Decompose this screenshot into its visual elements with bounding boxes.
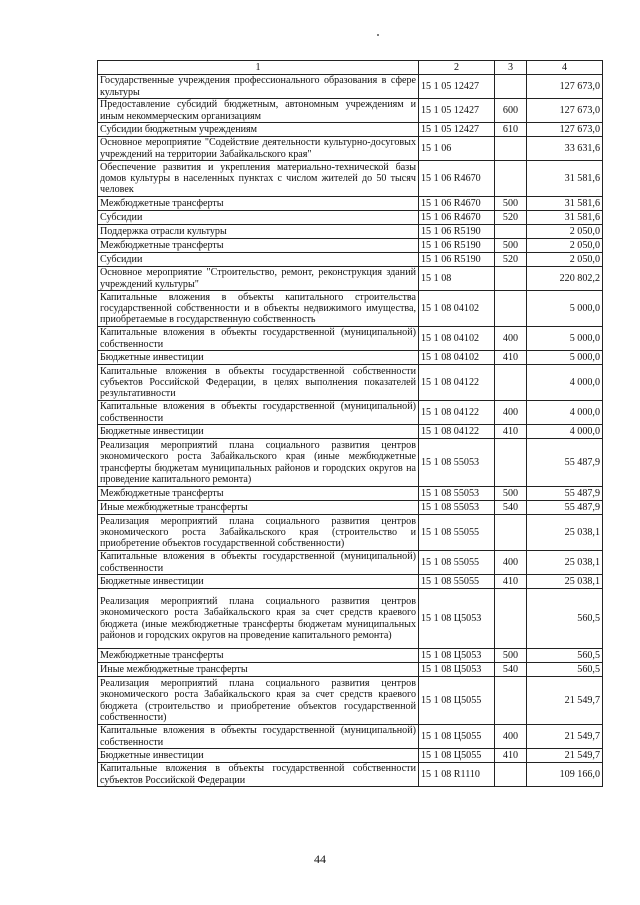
row-amount-cell: 31 581,6: [527, 197, 603, 211]
row-expense-type-cell: [495, 439, 527, 487]
row-code-cell: 15 1 08 55055: [419, 575, 495, 589]
table-row: [98, 239, 603, 253]
row-amount-cell: 560,5: [527, 589, 603, 649]
row-expense-type-cell: 500: [495, 649, 527, 663]
row-name-cell: Основное мероприятие "Содействие деятельности культурно-досуговых учреждений на территории Забайкальского края": [98, 137, 419, 161]
row-code-cell: 15 1 08 04102: [419, 291, 495, 327]
table-row: [98, 291, 603, 327]
row-amount-cell: 31 581,6: [527, 161, 603, 197]
row-code-cell: 15 1 05 12427: [419, 75, 495, 99]
table-row: [98, 749, 603, 763]
row-code-cell: 15 1 06 R4670: [419, 161, 495, 197]
table-row: [98, 589, 603, 649]
table-row: [98, 575, 603, 589]
table-row: [98, 267, 603, 291]
row-name-cell: Межбюджетные трансферты: [98, 239, 419, 253]
row-expense-type-cell: 610: [495, 123, 527, 137]
row-name-cell: Капитальные вложения в объекты государственной (муниципальной) собственности: [98, 401, 419, 425]
row-amount-cell: 2 050,0: [527, 253, 603, 267]
row-code-cell: 15 1 06 R4670: [419, 211, 495, 225]
row-amount-cell: 33 631,6: [527, 137, 603, 161]
row-name-cell: Бюджетные инвестиции: [98, 425, 419, 439]
row-amount-cell: 560,5: [527, 663, 603, 677]
row-name-cell: Поддержка отрасли культуры: [98, 225, 419, 239]
table-row: [98, 211, 603, 225]
row-expense-type-cell: 400: [495, 401, 527, 425]
row-amount-cell: 31 581,6: [527, 211, 603, 225]
scan-speck: [377, 34, 379, 36]
row-name-cell: Предоставление субсидий бюджетным, автономным учреждениям и иным некоммерческим организациям: [98, 99, 419, 123]
row-code-cell: 15 1 08 55055: [419, 551, 495, 575]
row-expense-type-cell: [495, 365, 527, 401]
table-row: [98, 99, 603, 123]
row-amount-cell: 127 673,0: [527, 99, 603, 123]
row-code-cell: 15 1 08 Ц5053: [419, 649, 495, 663]
row-expense-type-cell: 410: [495, 749, 527, 763]
column-header-1: 1: [98, 61, 419, 75]
table-row: [98, 253, 603, 267]
row-expense-type-cell: [495, 763, 527, 787]
row-amount-cell: 5 000,0: [527, 327, 603, 351]
row-expense-type-cell: 400: [495, 725, 527, 749]
row-expense-type-cell: 400: [495, 327, 527, 351]
row-amount-cell: 55 487,9: [527, 501, 603, 515]
row-expense-type-cell: 410: [495, 575, 527, 589]
row-expense-type-cell: 600: [495, 99, 527, 123]
row-amount-cell: 21 549,7: [527, 677, 603, 725]
table-row: [98, 663, 603, 677]
row-name-cell: Бюджетные инвестиции: [98, 351, 419, 365]
table-row: [98, 677, 603, 725]
row-code-cell: 15 1 08 55055: [419, 515, 495, 551]
row-expense-type-cell: 500: [495, 487, 527, 501]
row-code-cell: 15 1 05 12427: [419, 99, 495, 123]
row-code-cell: 15 1 06 R4670: [419, 197, 495, 211]
row-code-cell: 15 1 06 R5190: [419, 225, 495, 239]
row-name-cell: Реализация мероприятий плана социального развития центров экономического роста Забайкальского края за счет средств краевого бюджета (строительство и приобретение объектов государственной собственности): [98, 677, 419, 725]
table-row: [98, 401, 603, 425]
row-expense-type-cell: 540: [495, 501, 527, 515]
page-number: 44: [314, 852, 326, 866]
row-code-cell: 15 1 08 04122: [419, 425, 495, 439]
row-expense-type-cell: [495, 677, 527, 725]
row-name-cell: Государственные учреждения профессионального образования в сфере культуры: [98, 75, 419, 99]
row-code-cell: 15 1 08 Ц5055: [419, 725, 495, 749]
row-name-cell: Субсидии: [98, 253, 419, 267]
row-amount-cell: 2 050,0: [527, 225, 603, 239]
table-row: [98, 225, 603, 239]
row-expense-type-cell: [495, 75, 527, 99]
table-row: [98, 551, 603, 575]
row-code-cell: 15 1 08 55053: [419, 439, 495, 487]
row-expense-type-cell: 520: [495, 253, 527, 267]
row-name-cell: Субсидии бюджетным учреждениям: [98, 123, 419, 137]
row-code-cell: 15 1 06 R5190: [419, 239, 495, 253]
row-code-cell: 15 1 08 55053: [419, 487, 495, 501]
table-row: [98, 123, 603, 137]
row-name-cell: Капитальные вложения в объекты государственной (муниципальной) собственности: [98, 327, 419, 351]
row-expense-type-cell: [495, 137, 527, 161]
row-code-cell: 15 1 08 Ц5053: [419, 663, 495, 677]
row-expense-type-cell: [495, 225, 527, 239]
row-amount-cell: 55 487,9: [527, 439, 603, 487]
table-row: [98, 501, 603, 515]
row-name-cell: Межбюджетные трансферты: [98, 649, 419, 663]
row-expense-type-cell: 500: [495, 197, 527, 211]
row-amount-cell: 109 166,0: [527, 763, 603, 787]
table-row: [98, 515, 603, 551]
row-name-cell: Межбюджетные трансферты: [98, 487, 419, 501]
row-name-cell: Бюджетные инвестиции: [98, 749, 419, 763]
budget-table: [97, 60, 603, 787]
table-row: [98, 763, 603, 787]
row-expense-type-cell: 520: [495, 211, 527, 225]
table-row: [98, 197, 603, 211]
row-code-cell: 15 1 06 R5190: [419, 253, 495, 267]
row-code-cell: 15 1 08 04102: [419, 327, 495, 351]
row-amount-cell: 21 549,7: [527, 749, 603, 763]
table-row: [98, 161, 603, 197]
row-expense-type-cell: [495, 589, 527, 649]
row-name-cell: Капитальные вложения в объекты государственной (муниципальной) собственности: [98, 551, 419, 575]
row-name-cell: Обеспечение развития и укрепления материально-технической базы домов культуры в населенных пунктах с числом жителей до 50 тысяч человек: [98, 161, 419, 197]
table-body: [98, 75, 603, 787]
row-amount-cell: 21 549,7: [527, 725, 603, 749]
row-code-cell: 15 1 08 04102: [419, 351, 495, 365]
row-code-cell: 15 1 05 12427: [419, 123, 495, 137]
row-amount-cell: 127 673,0: [527, 123, 603, 137]
row-name-cell: Капитальные вложения в объекты государственной собственности субъектов Российской Федерации: [98, 763, 419, 787]
row-name-cell: Реализация мероприятий плана социального развития центров экономического роста Забайкальского края за счет средств краевого бюджета (иные межбюджетные трансферты бюджетам муниципальных районов и городских округов на проведение капитального ремонта): [98, 589, 419, 649]
row-amount-cell: 127 673,0: [527, 75, 603, 99]
column-header-3: 3: [495, 61, 527, 75]
row-expense-type-cell: 410: [495, 425, 527, 439]
row-code-cell: 15 1 08: [419, 267, 495, 291]
row-amount-cell: 560,5: [527, 649, 603, 663]
row-amount-cell: 5 000,0: [527, 351, 603, 365]
row-code-cell: 15 1 08 04122: [419, 365, 495, 401]
row-expense-type-cell: 400: [495, 551, 527, 575]
row-name-cell: Капитальные вложения в объекты государственной (муниципальной) собственности: [98, 725, 419, 749]
row-amount-cell: 2 050,0: [527, 239, 603, 253]
row-amount-cell: 25 038,1: [527, 551, 603, 575]
row-name-cell: Основное мероприятие "Строительство, ремонт, реконструкция зданий учреждений культуры": [98, 267, 419, 291]
table-row: [98, 725, 603, 749]
column-header-2: 2: [419, 61, 495, 75]
row-amount-cell: 220 802,2: [527, 267, 603, 291]
table-row: [98, 137, 603, 161]
row-name-cell: Межбюджетные трансферты: [98, 197, 419, 211]
row-code-cell: 15 1 08 Ц5055: [419, 677, 495, 725]
table-row: [98, 439, 603, 487]
row-expense-type-cell: 500: [495, 239, 527, 253]
row-amount-cell: 55 487,9: [527, 487, 603, 501]
table-row: [98, 327, 603, 351]
table-row: [98, 351, 603, 365]
table-row: [98, 365, 603, 401]
row-code-cell: 15 1 08 55053: [419, 501, 495, 515]
row-name-cell: Капитальные вложения в объекты капитального строительства государственной собственности и в объекты недвижимого имущества, приобретаемые в государственную собственность: [98, 291, 419, 327]
row-name-cell: Реализация мероприятий плана социального развития центров экономического роста Забайкальского края (строительство и приобретение объектов государственной собственности): [98, 515, 419, 551]
row-amount-cell: 5 000,0: [527, 291, 603, 327]
row-expense-type-cell: [495, 267, 527, 291]
row-name-cell: Капитальные вложения в объекты государственной собственности субъектов Российской Федерации, в целях выполнения показателей результативности: [98, 365, 419, 401]
row-expense-type-cell: [495, 161, 527, 197]
row-expense-type-cell: 540: [495, 663, 527, 677]
table-row: [98, 649, 603, 663]
row-code-cell: 15 1 08 Ц5053: [419, 589, 495, 649]
table-row: [98, 75, 603, 99]
row-expense-type-cell: 410: [495, 351, 527, 365]
row-amount-cell: 25 038,1: [527, 575, 603, 589]
row-code-cell: 15 1 06: [419, 137, 495, 161]
column-header-4: 4: [527, 61, 603, 75]
row-name-cell: Бюджетные инвестиции: [98, 575, 419, 589]
row-code-cell: 15 1 08 Ц5055: [419, 749, 495, 763]
row-name-cell: Иные межбюджетные трансферты: [98, 501, 419, 515]
row-code-cell: 15 1 08 R1110: [419, 763, 495, 787]
row-name-cell: Иные межбюджетные трансферты: [98, 663, 419, 677]
row-amount-cell: 25 038,1: [527, 515, 603, 551]
row-amount-cell: 4 000,0: [527, 425, 603, 439]
row-expense-type-cell: [495, 515, 527, 551]
table-row: [98, 425, 603, 439]
row-amount-cell: 4 000,0: [527, 401, 603, 425]
column-number-row: [98, 61, 603, 75]
row-name-cell: Субсидии: [98, 211, 419, 225]
row-expense-type-cell: [495, 291, 527, 327]
row-amount-cell: 4 000,0: [527, 365, 603, 401]
row-code-cell: 15 1 08 04122: [419, 401, 495, 425]
row-name-cell: Реализация мероприятий плана социального развития центров экономического роста Забайкальского края (иные межбюджетные трансферты бюджетам муниципальных районов и городских округов на проведение капитального ремонта): [98, 439, 419, 487]
table-row: [98, 487, 603, 501]
